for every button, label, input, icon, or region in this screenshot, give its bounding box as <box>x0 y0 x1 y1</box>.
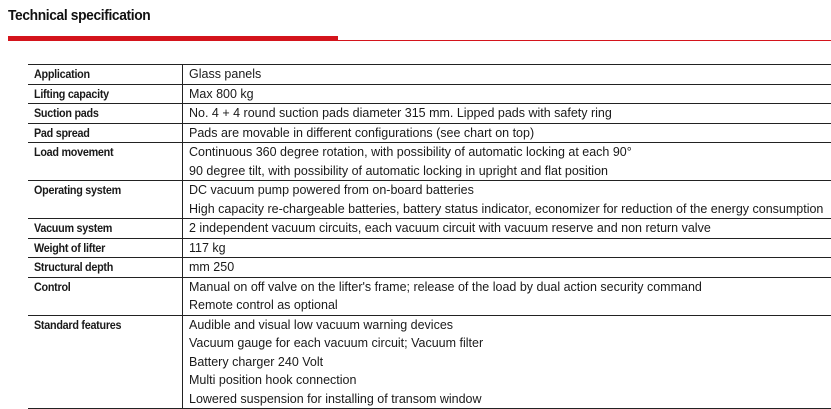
spec-label: Suction pads <box>28 104 183 124</box>
spec-value: Audible and visual low vacuum warning devices Vacuum gauge for each vacuum circuit; Vacuum filter Battery charger 240 Volt Multi position hook connection Lowered suspension for installing of transom window <box>183 315 831 409</box>
spec-value: DC vacuum pump powered from on-board batteries High capacity re-chargeable batteries, battery status indicator, economizer for reduction of the energy consumption <box>183 181 831 219</box>
page-title: Technical specification <box>8 7 150 24</box>
spec-value: 2 independent vacuum circuits, each vacuum circuit with vacuum reserve and non return valve <box>183 219 831 239</box>
spec-label: Standard features <box>28 315 183 409</box>
spec-table <box>28 64 831 409</box>
spec-label: Structural depth <box>28 258 183 278</box>
spec-label: Weight of lifter <box>28 238 183 258</box>
spec-row-lifting-capacity <box>28 84 831 104</box>
spec-row-weight-of-lifter <box>28 238 831 258</box>
spec-row-structural-depth <box>28 258 831 278</box>
spec-label: Pad spread <box>28 123 183 143</box>
spec-row-vacuum-system <box>28 219 831 239</box>
spec-value: Glass panels <box>183 65 831 85</box>
spec-value: 117 kg <box>183 238 831 258</box>
spec-label: Vacuum system <box>28 219 183 239</box>
spec-value: Pads are movable in different configurations (see chart on top) <box>183 123 831 143</box>
spec-label: Operating system <box>28 181 183 219</box>
spec-value: Manual on off valve on the lifter's frame; release of the load by dual action security command Remote control as optional <box>183 277 831 315</box>
spec-value: Continuous 360 degree rotation, with possibility of automatic locking at each 90° 90 degree tilt, with possibility of automatic locking in upright and flat position <box>183 143 831 181</box>
spec-row-operating-system <box>28 181 831 219</box>
spec-row-application <box>28 65 831 85</box>
spec-value: Max 800 kg <box>183 84 831 104</box>
spec-row-control <box>28 277 831 315</box>
spec-label: Load movement <box>28 143 183 181</box>
spec-value: mm 250 <box>183 258 831 278</box>
spec-row-suction-pads <box>28 104 831 124</box>
spec-label: Application <box>28 65 183 85</box>
title-accent-bar <box>8 36 338 41</box>
title-divider-line <box>338 40 831 41</box>
spec-label: Lifting capacity <box>28 84 183 104</box>
spec-value: No. 4 + 4 round suction pads diameter 315 mm. Lipped pads with safety ring <box>183 104 831 124</box>
spec-row-standard-features <box>28 315 831 409</box>
spec-label: Control <box>28 277 183 315</box>
spec-row-load-movement <box>28 143 831 181</box>
spec-row-pad-spread <box>28 123 831 143</box>
